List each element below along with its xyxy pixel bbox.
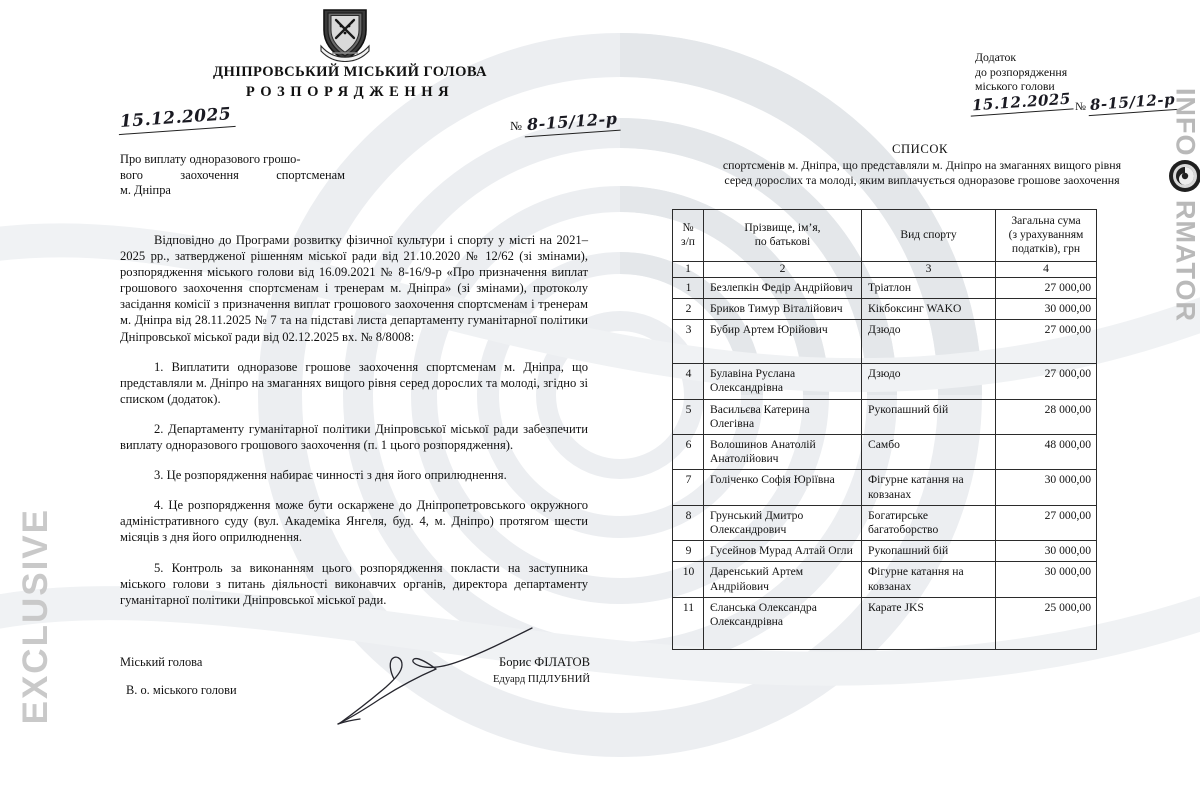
cell-amount: 30 000,00 — [996, 541, 1097, 562]
cell-sport: Рукопашний бій — [862, 541, 996, 562]
header-index-line-2: з/п — [680, 235, 695, 249]
table-row — [673, 435, 1097, 470]
body-paragraph-4: 4. Це розпорядження може бути оскаржене до Дніпропетровського окружного адміністративного суду (вул. Академіка Янгеля, буд. 4, м. Дніпро) протягом шести місяців з дня його оприлюднення. — [120, 498, 588, 545]
cell-index: 3 — [673, 320, 704, 364]
cell-athlete-name: Бриков Тимур Віталійович — [704, 299, 862, 320]
cell-athlete-name: Васильєва Катерина Олегівна — [704, 399, 862, 434]
table-row — [673, 505, 1097, 540]
cell-athlete-name: Даренський Артем Андрійович — [704, 562, 862, 597]
subject-line-3: м. Дніпра — [120, 183, 171, 198]
body-paragraph-1: 1. Виплатити одноразове грошове заохочення спортсменам м. Дніпра, що представляли м. Дніпро на змаганнях вищого рівня серед дорослих та молоді, згідно зі списком (додаток). — [120, 359, 588, 406]
body-paragraph-2: 2. Департаменту гуманітарної політики Дніпровської міської ради забезпечити виплату одноразового грошового заохочення (п. 1 цього розпорядження). — [120, 421, 588, 453]
cell-index: 2 — [673, 299, 704, 320]
column-number-3: 3 — [862, 261, 996, 277]
column-number-4: 4 — [996, 261, 1097, 277]
table-row — [673, 277, 1097, 298]
table-row — [673, 299, 1097, 320]
cell-index: 5 — [673, 399, 704, 434]
annex-line-2: до розпорядження — [975, 64, 1068, 79]
list-title: СПИСОК — [891, 142, 949, 156]
athletes-payments-table — [672, 209, 1097, 650]
exclusive-watermark: EXCLUSIVE — [16, 508, 55, 725]
cell-athlete-name: Безлепкін Федір Андрійович — [704, 277, 862, 298]
cell-athlete-name: Булавіна Руслана Олександрівна — [704, 364, 862, 399]
cell-index: 6 — [673, 435, 704, 470]
header-cell-index — [673, 210, 704, 262]
cell-sport: Дзюдо — [862, 364, 996, 399]
signer-position-acting: В. о. міського голови — [126, 683, 237, 697]
cell-amount: 30 000,00 — [996, 562, 1097, 597]
table-row — [673, 399, 1097, 434]
table-row — [673, 470, 1097, 505]
cell-index: 9 — [673, 541, 704, 562]
cell-amount: 27 000,00 — [996, 320, 1097, 364]
body-paragraph-3: 3. Це розпорядження набирає чинності з дня його оприлюднення. — [154, 468, 507, 483]
header-amount-line-2: (з урахуванням — [1008, 228, 1084, 242]
signer-name-acting: Едуард ПІДЛУБНИЙ — [492, 674, 590, 685]
cell-index: 8 — [673, 505, 704, 540]
cell-amount: 27 000,00 — [996, 277, 1097, 298]
table-column-number-row — [673, 261, 1097, 277]
handwritten-document-number: 8-15/12-р — [523, 109, 621, 138]
annex-handwritten-date: 15.12.2025 — [969, 89, 1073, 116]
cell-sport: Карате JKS — [862, 597, 996, 649]
list-subtitle — [658, 158, 1186, 188]
cell-sport: Дзюдо — [862, 320, 996, 364]
informator-watermark — [1168, 88, 1200, 322]
dnipro-coat-of-arms-emblem — [316, 6, 374, 62]
column-number-1: 1 — [673, 261, 704, 277]
header-amount-line-3: податків), грн — [1011, 242, 1081, 256]
table-row — [673, 562, 1097, 597]
body-paragraph-preamble: Відповідно до Програми розвитку фізичної культури і спорту у місті на 2021–2025 рр., затвердженої рішенням міської ради від 21.10.2020 № 12/62 (зі змінами), розпорядження міського голови від 16.09.2021 № 8-16/9-р «Про призначення виплат грошового заохочення спортсменам і тренерам м. Дніпра» (зі змінами), протоколу засідання комісії з призначення виплат грошового заохочення спортсменам і тренерам м. Дніпра від 28.11.2025 № 7 та на підставі листа департаменту гуманітарної політики Дніпровської міської ради від 02.12.2025 вх. № 8/8008: — [120, 233, 588, 344]
cell-sport: Кікбоксинг WAKO — [862, 299, 996, 320]
document-body — [120, 232, 588, 608]
cell-index: 11 — [673, 597, 704, 649]
document-number-block — [510, 108, 620, 135]
signer-position-primary: Міський голова — [120, 655, 203, 669]
annex-line-3: міського голови — [975, 79, 1055, 94]
header-index-line-1: № — [682, 221, 694, 235]
list-subtitle-line-2: серед дорослих та молоді, яким виплачується одноразове грошове заохочення — [724, 173, 1120, 187]
table-row — [673, 364, 1097, 399]
list-subtitle-line-1: спортсменів м. Дніпра, що представляли м. Дніпро на змаганнях вищого рівня — [722, 158, 1122, 172]
informator-spiral-logo-icon — [1168, 159, 1200, 198]
signature-block — [120, 655, 590, 725]
handwritten-date: 15.12.2025 — [117, 104, 236, 135]
informator-watermark-text-bottom: RMATOR — [1170, 199, 1200, 322]
cell-index: 10 — [673, 562, 704, 597]
header-name-line-1: Прізвище, ім’я, — [744, 221, 821, 235]
informator-watermark-text-top: INFO — [1170, 88, 1200, 157]
cell-amount: 48 000,00 — [996, 435, 1097, 470]
cell-sport: Богатирське багатоборство — [862, 505, 996, 540]
cell-athlete-name: Грунський Дмитро Олександрович — [704, 505, 862, 540]
cell-athlete-name: Єланська Олександра Олександрівна — [704, 597, 862, 649]
cell-amount: 30 000,00 — [996, 299, 1097, 320]
annex-number-sign: № — [1074, 101, 1086, 113]
cell-athlete-name: Гусейнов Мурад Алтай Огли — [704, 541, 862, 562]
table-header-row — [673, 210, 1097, 262]
cell-athlete-name: Волошинов Анатолій Анатолійович — [704, 435, 862, 470]
annex-reference — [975, 50, 1185, 94]
cell-amount: 25 000,00 — [996, 597, 1097, 649]
cell-sport: Фігурне катання на ковзанах — [862, 470, 996, 505]
cell-amount: 28 000,00 — [996, 399, 1097, 434]
cell-sport: Самбо — [862, 435, 996, 470]
athletes-table-wrapper — [672, 209, 1096, 650]
header-amount-line-1: Загальна сума — [1011, 214, 1081, 227]
table-row — [673, 597, 1097, 649]
subject-line-2: вого заохочення спортсменам — [120, 167, 345, 182]
header-cell-sport: Вид спорту — [862, 210, 996, 262]
cell-sport: Рукопашний бій — [862, 399, 996, 434]
number-sign: № — [510, 119, 522, 133]
cell-index: 7 — [673, 470, 704, 505]
annex-line-1: Додаток — [975, 50, 1017, 64]
header-name-line-2: по батькові — [754, 235, 811, 249]
cell-athlete-name: Голіченко Софія Юріївна — [704, 470, 862, 505]
cell-amount: 27 000,00 — [996, 505, 1097, 540]
table-row — [673, 320, 1097, 364]
cell-sport: Тріатлон — [862, 277, 996, 298]
annex-column — [640, 0, 1200, 800]
cell-index: 4 — [673, 364, 704, 399]
body-paragraph-5: 5. Контроль за виконанням цього розпорядження покласти на заступника міського голови з питань діяльності виконавчих органів, директора департаменту гуманітарної політики Дніпровської міської ради. — [120, 560, 588, 607]
annex-handwritten-number: 8-15/12-р — [1087, 90, 1177, 116]
header-cell-name — [704, 210, 862, 262]
annex-handwritten-reference — [970, 89, 1177, 115]
cell-athlete-name: Бубир Артем Юрійович — [704, 320, 862, 364]
table-row — [673, 541, 1097, 562]
document-subject — [120, 152, 345, 199]
cell-amount: 27 000,00 — [996, 364, 1097, 399]
column-number-2: 2 — [704, 261, 862, 277]
document-kind-title: РОЗПОРЯДЖЕННЯ — [245, 84, 455, 100]
athletes-table-body — [673, 277, 1097, 649]
cell-amount: 30 000,00 — [996, 470, 1097, 505]
cell-index: 1 — [673, 277, 704, 298]
header-cell-amount — [996, 210, 1097, 262]
signer-name-primary: Борис ФІЛАТОВ — [499, 655, 590, 669]
subject-line-1: Про виплату одноразового грошо- — [120, 152, 301, 166]
cell-sport: Фігурне катання на ковзанах — [862, 562, 996, 597]
organization-title: ДНІПРОВСЬКИЙ МІСЬКИЙ ГОЛОВА — [213, 64, 487, 80]
